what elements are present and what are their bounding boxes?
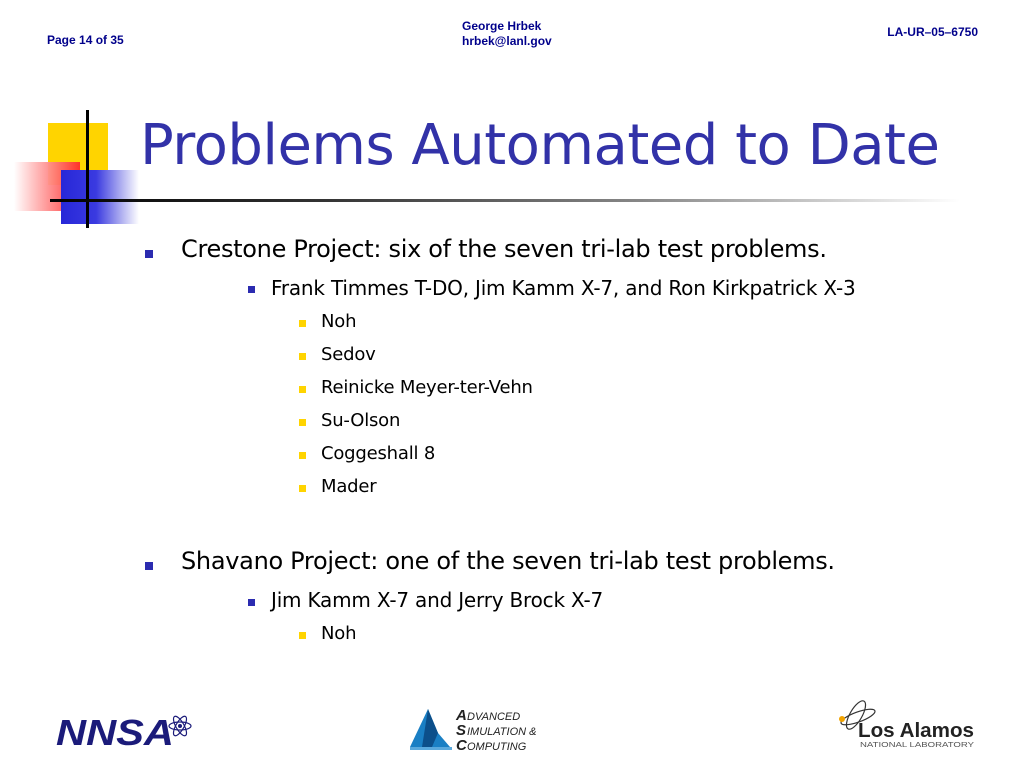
list-item: Noh — [321, 623, 357, 644]
slide-title: Problems Automated to Date — [140, 113, 940, 178]
asc-logo — [408, 705, 576, 755]
lanl-name: Los Alamos — [858, 720, 974, 742]
bullet-marker — [299, 353, 306, 360]
page-number: Page 14 of 35 — [47, 33, 124, 47]
asc-line-2: IMULATION & — [467, 726, 537, 738]
bullet-marker — [145, 562, 153, 570]
bullet-marker — [299, 485, 306, 492]
title-underline — [50, 199, 960, 202]
document-code: LA-UR–05–6750 — [887, 25, 978, 39]
svg-text:S: S — [456, 722, 467, 739]
bullet-crestone-team: Frank Timmes T-DO, Jim Kamm X-7, and Ron Kirkpatrick X-3 — [271, 276, 856, 300]
bullet-crestone: Crestone Project: six of the seven tri-lab test problems. — [181, 235, 827, 263]
author-email: hrbek@lanl.gov — [462, 34, 552, 48]
jet-icon — [410, 709, 452, 750]
list-item: Mader — [321, 476, 377, 497]
bullet-shavano-team: Jim Kamm X-7 and Jerry Brock X-7 — [271, 588, 604, 612]
bullet-marker — [299, 320, 306, 327]
list-item: Noh — [321, 311, 357, 332]
list-item: Sedov — [321, 344, 376, 365]
bullet-shavano: Shavano Project: one of the seven tri-lab test problems. — [181, 547, 835, 575]
decor-blue-square — [61, 170, 139, 224]
bullet-marker — [299, 452, 306, 459]
bullet-marker — [299, 386, 306, 393]
author-block — [462, 19, 552, 49]
list-item: Reinicke Meyer-ter-Vehn — [321, 377, 533, 398]
bullet-marker — [299, 419, 306, 426]
decor-vertical-line — [86, 110, 89, 228]
list-item: Coggeshall 8 — [321, 443, 436, 464]
asc-line-3: OMPUTING — [467, 741, 527, 753]
nnsa-logo — [54, 712, 194, 752]
lanl-subtitle: NATIONAL LABORATORY — [860, 742, 975, 749]
bullet-marker — [248, 599, 255, 606]
list-item: Su-Olson — [321, 410, 401, 431]
nnsa-logo-text: NNSA — [56, 712, 174, 752]
svg-text:A: A — [456, 707, 467, 724]
bullet-marker — [248, 286, 255, 293]
svg-text:C: C — [456, 737, 467, 754]
los-alamos-logo — [832, 693, 977, 753]
asc-line-1: DVANCED — [467, 711, 521, 723]
author-name: George Hrbek — [462, 19, 542, 33]
bullet-marker — [145, 250, 153, 258]
bullet-marker — [299, 632, 306, 639]
